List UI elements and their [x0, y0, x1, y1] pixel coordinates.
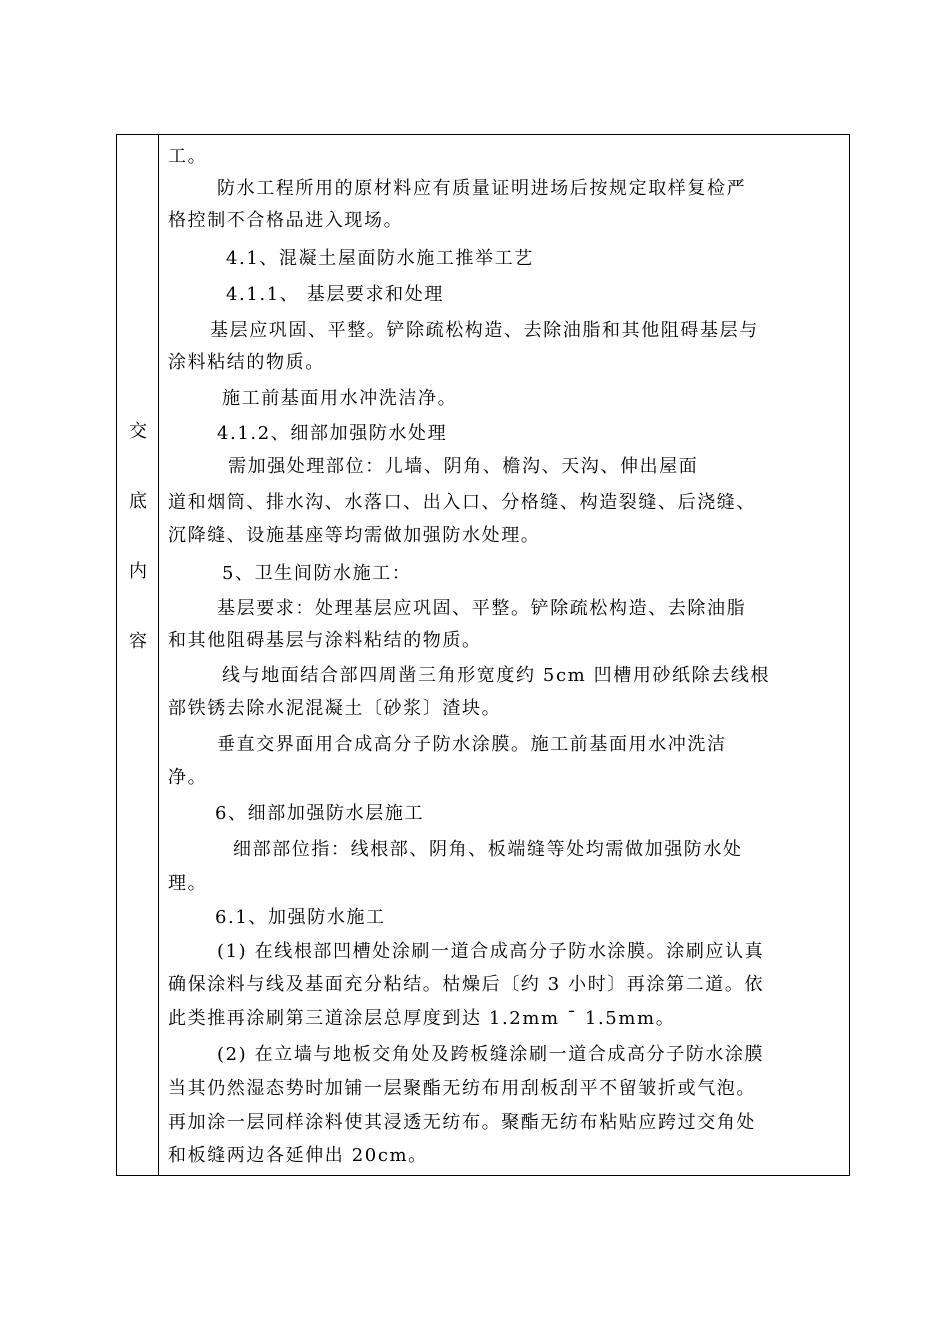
text-line: 4.1.2、细部加强防水处理	[217, 423, 448, 444]
text-line: 施工前基面用水冲洗洁净。	[222, 388, 458, 409]
text-line: 细部部位指：线根部、阴角、板端缝等处均需做加强防水处	[233, 839, 743, 860]
text-line: 净。	[168, 767, 208, 788]
text-line: 垂直交界面用合成高分子防水涂膜。施工前基面用水冲洗洁	[217, 734, 727, 755]
disclosure-table	[116, 134, 850, 1176]
text-line: 道和烟筒、排水沟、水落口、出入口、分格缝、构造裂缝、后浇缝、	[168, 492, 756, 513]
text-line: 需加强处理部位：儿墙、阴角、檐沟、天沟、伸出屋面	[228, 456, 699, 477]
text-line: 工。	[168, 146, 208, 167]
content-cell	[159, 135, 849, 1175]
section-label-cell	[117, 135, 159, 1175]
section-label-char: 交	[129, 421, 147, 442]
section-label-char: 容	[129, 631, 147, 652]
text-line: 沉降缝、设施基座等均需做加强防水处理。	[168, 525, 541, 546]
section-label-char: 内	[129, 561, 147, 582]
text-line: 基层要求：处理基层应巩固、平整。铲除疏松构造、去除油脂	[217, 598, 747, 619]
text-line: 和其他阻碍基层与涂料粘结的物质。	[168, 630, 482, 651]
text-line: 当其仍然湿态势时加铺一层聚酯无纺布用刮板刮平不留皱折或气泡。	[168, 1078, 756, 1099]
text-line: (2) 在立墙与地板交角处及跨板缝涂刷一道合成高分子防水涂膜	[217, 1044, 765, 1065]
text-line: 理。	[168, 873, 208, 894]
section-label-char: 底	[129, 491, 147, 512]
text-line: (1) 在线根部凹槽处涂刷一道合成高分子防水涂膜。涂刷应认真	[217, 941, 765, 962]
text-line: 确保涂料与线及基面充分粘结。枯燥后〔约 3 小时〕再涂第二道。依	[168, 974, 765, 995]
text-line: 6.1、加强防水施工	[215, 907, 386, 928]
text-line: 涂料粘结的物质。	[168, 352, 325, 373]
text-line: 4.1.1、 基层要求和处理	[226, 284, 444, 305]
text-line: 4.1、混凝土屋面防水施工推举工艺	[226, 248, 534, 269]
text-line: 线与地面结合部四周凿三角形宽度约 5cm 凹槽用砂纸除去线根	[222, 665, 771, 686]
text-line: 防水工程所用的原材料应有质量证明进场后按规定取样复检严	[217, 178, 747, 199]
text-line: 此类推再涂刷第三道涂层总厚度到达 1.2mm ¯ 1.5mm。	[168, 1008, 676, 1029]
text-line: 部铁锈去除水泥混凝土〔砂浆〕渣块。	[168, 698, 502, 719]
text-line: 和板缝两边各延伸出 20cm。	[168, 1145, 428, 1166]
text-line: 6、细部加强防水层施工	[215, 803, 425, 824]
text-line: 5、卫生间防水施工：	[222, 563, 412, 584]
text-line: 格控制不合格品进入现场。	[168, 210, 404, 231]
text-line: 再加涂一层同样涂料使其浸透无纺布。聚酯无纺布粘贴应跨过交角处	[168, 1112, 756, 1133]
text-line: 基层应巩固、平整。铲除疏松构造、去除油脂和其他阻碍基层与	[210, 320, 759, 341]
